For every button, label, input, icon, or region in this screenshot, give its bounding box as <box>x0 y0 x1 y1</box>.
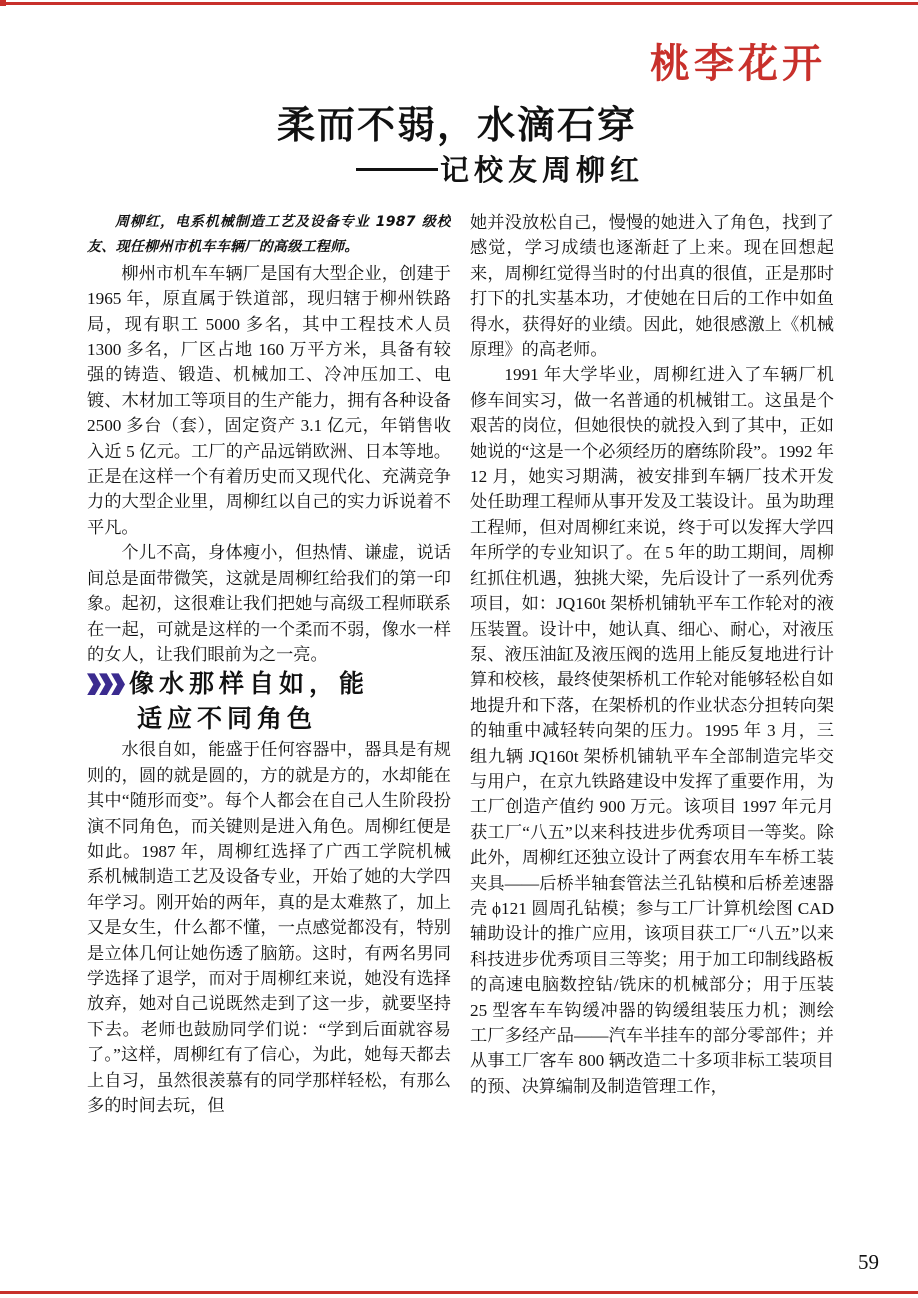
right-column <box>470 210 834 1220</box>
section-subheading <box>87 667 451 701</box>
section-tag: 桃李花开 <box>650 40 826 87</box>
left-column <box>87 210 451 1220</box>
article-title: 柔而不弱，水滴石穿 <box>276 103 637 147</box>
body-paragraph: 1991 年大学毕业，周柳红进入了车辆厂机修车间实习，做一名普通的机械钳工。这虽是个艰苦的岗位，但她很快的就投入到了其中，正如她说的“这是一个必须经历的磨练阶段”。1992 年 12 月，她实习期满，被安排到车辆厂技术开发处任助理工程师从事开发及工装设计。虽为助理工程师，但对周柳红来说，终于可以发挥大学四年所学的专业知识了。在 5 年的助工期间，周柳红抓住机遇，独挑大梁，先后设计了一系列优秀项目，如：JQ160t 架桥机铺轨平车工作轮对的液压装置。设计中，她认真、细心、耐心，对液压泵、液压油缸及液压阀的选用上能反复地进行计算和校核，最终使架桥机工作轮对能够轻松自如地提升和下落，在架桥机的作业状态分担转向架的轴重中减轻转向架的压力。1995 年 3 月，三组九辆 JQ160t 架桥机铺轨平车全部制造完毕交与用户，在京九铁路建设中发挥了重要作用，为工厂创造产值约 900 万元。该项目 1997 年元月获工厂“八五”以来科技进步优秀项目一等奖。除此外，周柳红还独立设计了两套农用车车桥工装夹具——后桥半轴套管法兰孔钻模和后桥差速器壳 ϕ121 圆周孔钻模；参与工厂计算机绘图 CAD 辅助设计的推广应用，该项目获工厂“八五”以来科技进步优秀项目三等奖；用于加工印制线路板的高速电脑数控钻/铣床的机械部分；用于压装 25 型客车车钩缓冲器的钩缓组装压力机；测绘工厂多经产品——汽车半挂车的部分零部件；并从事工厂客车 800 辆改造二十多项非标工装项目的预、决算编制及制造管理工作， <box>470 365 834 1096</box>
body-paragraph: 水很自如，能盛于任何容器中，器具是有规则的，圆的就是圆的，方的就是方的，水却能在其中“随形而变”。每个人都会在自己人生阶段扮演不同角色，而关键则是进入角色。周柳红便是如此。1987 年，周柳红选择了广西工学院机械系机械制造工艺及设备专业，开始了她的大学四年学习。刚开始的两年，真的是太难熬了，加上又是女生，什么都不懂，一点感觉都没有，特别是立体几何让她伤透了脑筋。这时，有两名男同学选择了退学，而对于周柳红来说，她没有选择放弃，她对自己说既然走到了这一步，就要坚持下去。老师也鼓励同学们说：“学到后面就容易了。”这样，周柳红有了信心，为此，她每天都去上自习，虽然很羡慕有的同学那样轻松，有那么多的时间去玩，但 <box>87 740 451 1115</box>
bottom-rule <box>0 1291 918 1294</box>
top-rule <box>0 2 918 5</box>
triple-chevron-icon <box>87 673 123 695</box>
article-subtitle <box>356 148 644 189</box>
subtitle-text: 记校友周柳红 <box>440 153 645 187</box>
intro-paragraph: 周柳红，电系机械制造工艺及设备专业 1987 级校友、现任柳州市机车车辆厂的高级工程师。 <box>87 214 451 256</box>
page-number: 59 <box>858 1250 879 1274</box>
subheading-line-2: 适应不同角色 <box>137 704 318 734</box>
subheading-line-1: 像水那样自如，能 <box>129 669 370 699</box>
continued-paragraph: 她并没放松自己，慢慢的她进入了角色，找到了感觉，学习成绩也逐渐赶了上来。现在回想起来，周柳红觉得当时的付出真的很值，正是那时打下的扎实基本功，才使她在日后的工作中如鱼得水，获得好的业绩。因此，她很感激上《机械原理》的高老师。 <box>470 213 834 360</box>
subtitle-dash <box>356 168 438 171</box>
body-paragraph: 个儿不高，身体瘦小，但热情、谦虚，说话间总是面带微笑，这就是周柳红给我们的第一印象。起初，这很难让我们把她与高级工程师联系在一起，可就是这样的一个柔而不弱，像水一样的女人，让我们眼前为之一亮。 <box>87 543 451 664</box>
body-paragraph: 柳州市机车车辆厂是国有大型企业，创建于 1965 年，原直属于铁道部，现归辖于柳州铁路局，现有职工 5000 多名，其中工程技术人员 1300 多名，厂区占地 160 万平方米，具备有较强的铸造、锻造、机械加工、冷冲压加工、电镀、木材加工等项目的生产能力，拥有各种设备 2500 多台（套），固定资产 3.1 亿元，年销售收入近 5 亿元。工厂的产品远销欧洲、日本等地。正是在这样一个有着历史而又现代化、充满竞争力的大型企业里，周柳红以自己的实力诉说着不平凡。 <box>87 263 451 537</box>
